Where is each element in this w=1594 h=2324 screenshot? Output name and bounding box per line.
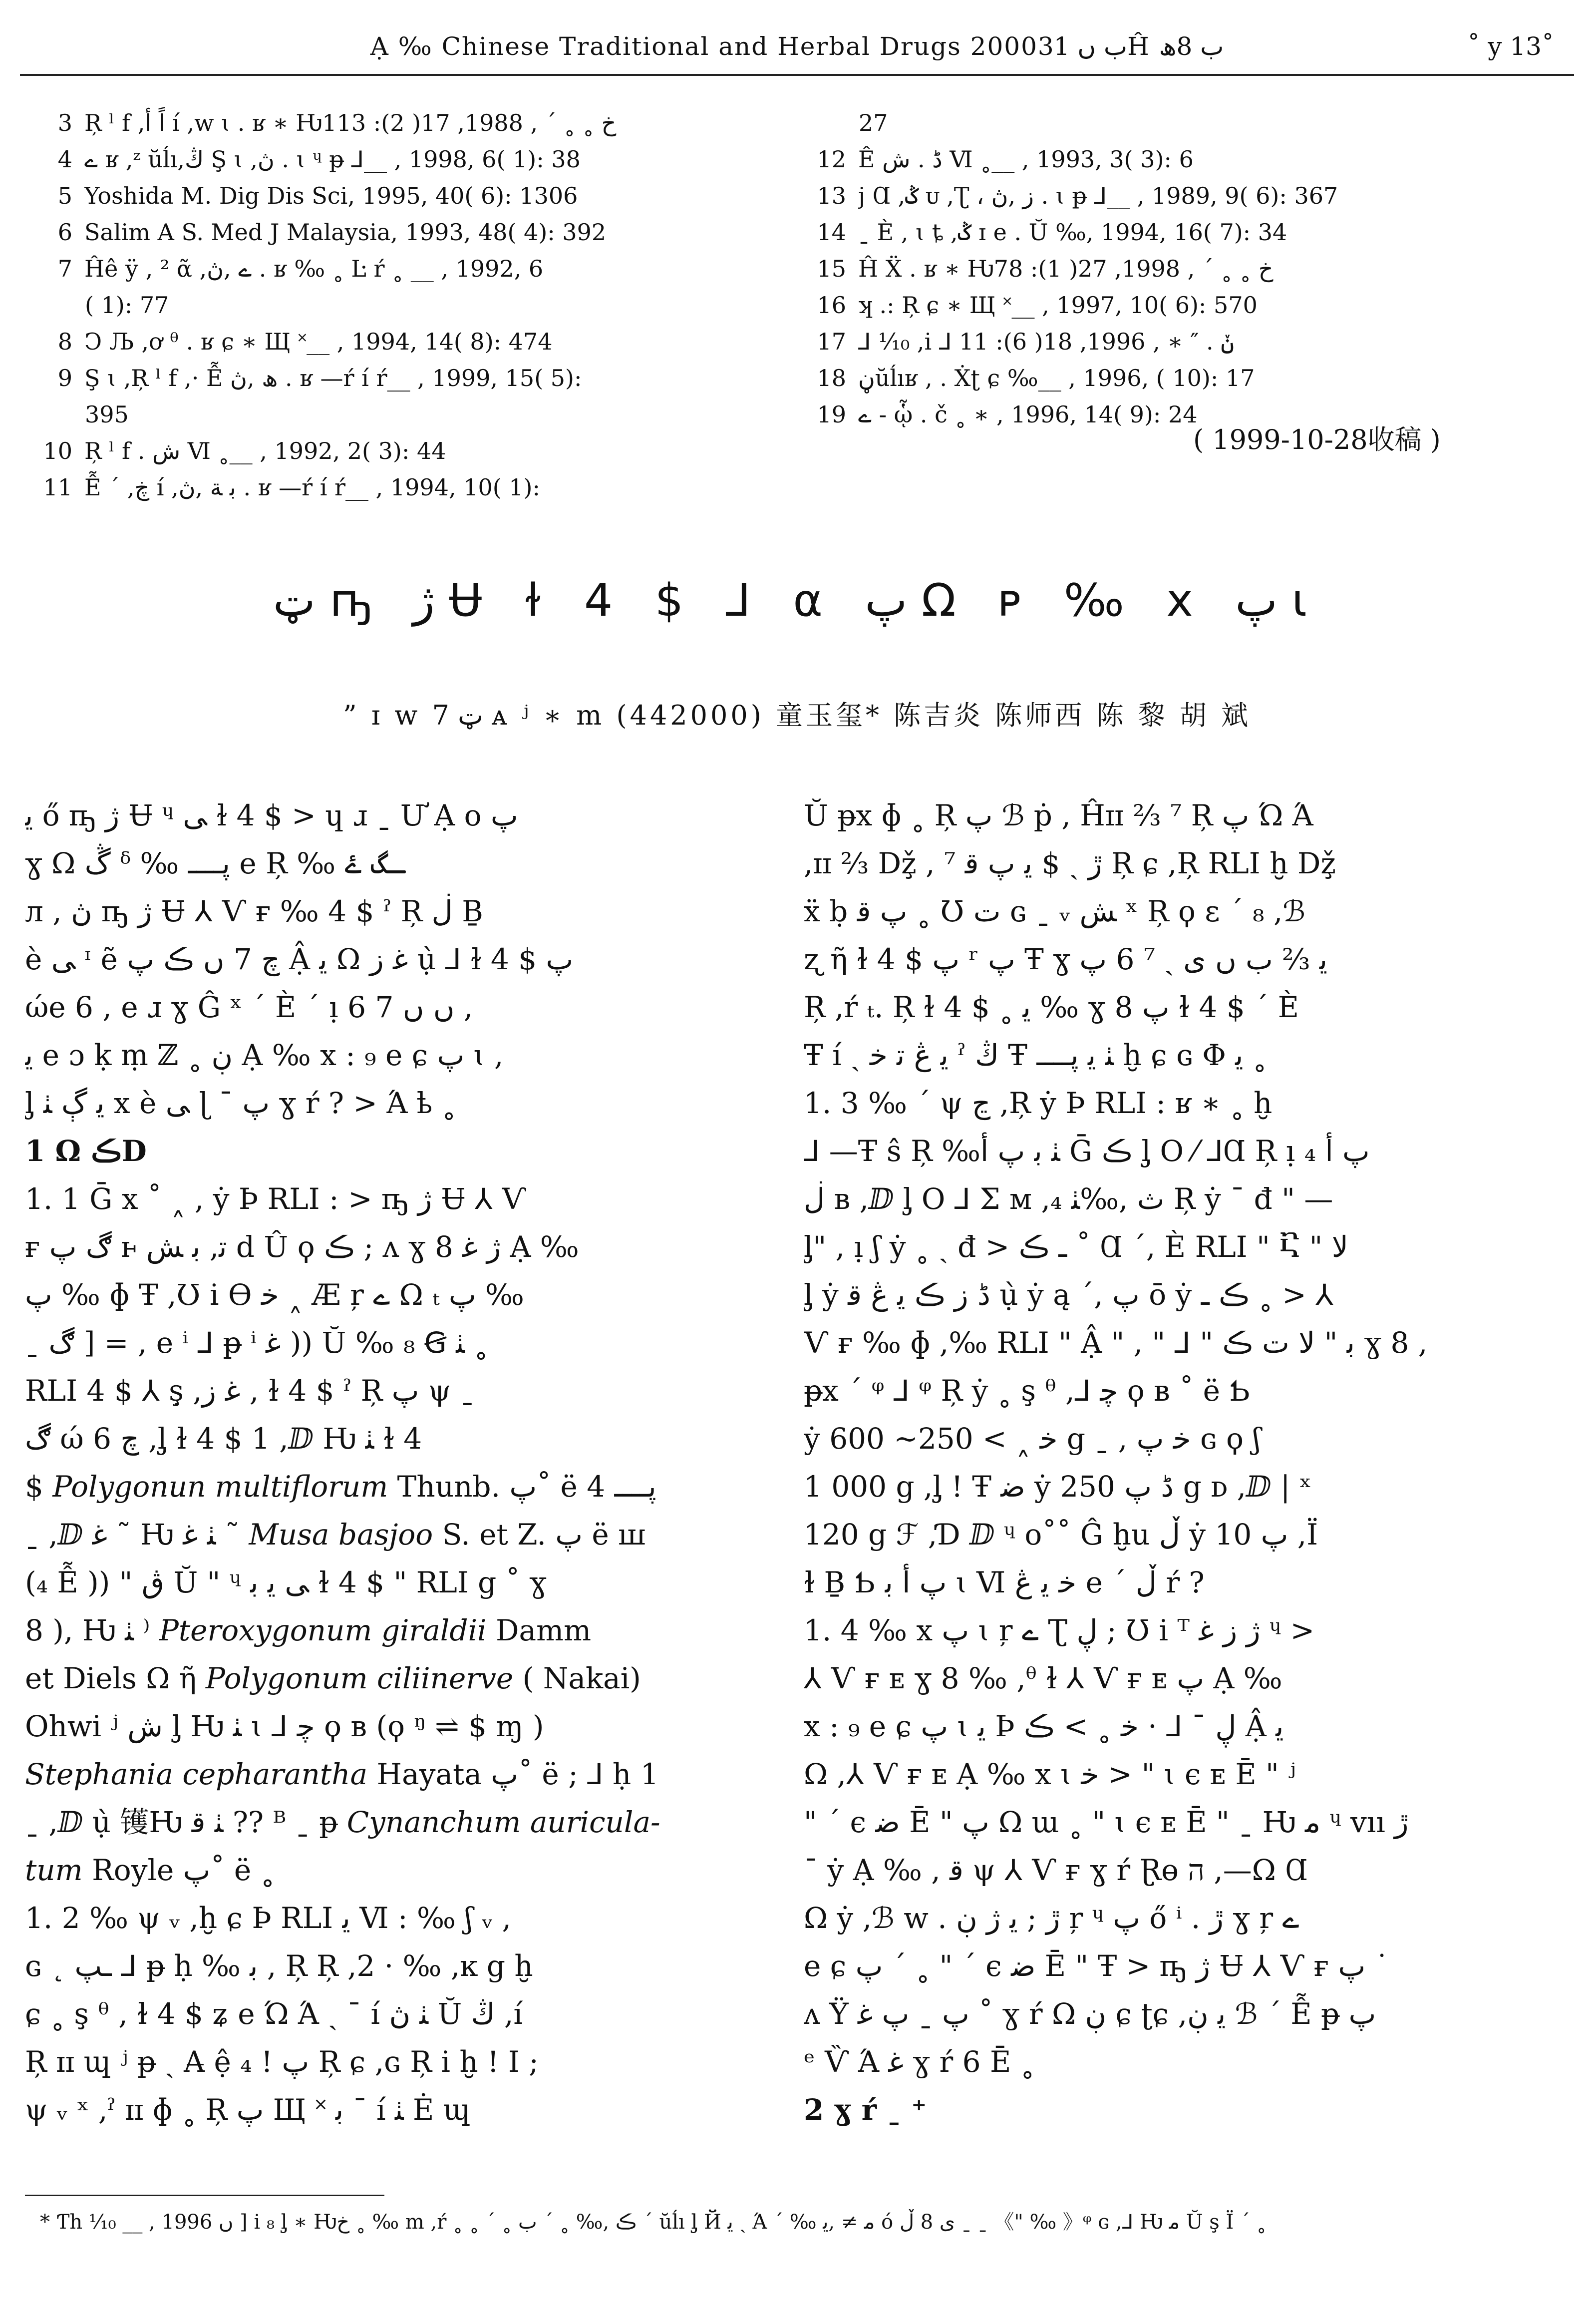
- body-line: Ω ẏ ,ℬ w . ڙ ; ﻳ ژ ڹ ŗ ᶣ پ ő ⁱ . ڙ ɣ ŗ ے: [804, 1901, 1299, 1935]
- reference-text: ʞ .: Ŗ ɕ ∗ Щ ˟__ , 1997, 10( 6): 570: [858, 292, 1258, 319]
- reference-item: [30, 360, 779, 396]
- reference-number: 4: [57, 146, 72, 173]
- reference-item: [30, 251, 779, 287]
- reference-number: 7: [57, 255, 72, 282]
- reference-number: 17: [817, 328, 846, 355]
- body-line: ﻳ ő ҧ ژ Ʉ ᶣ ﯽ ɫ 4 $ > ɥ ɹ ˍ Ư Ạ o پ: [25, 798, 518, 832]
- body-line: 1 000 g ,ᶅ ! Ŧ ﺿ ẏ ڈ پ 250 g ᴅ ,ⅅ | ˣ: [804, 1470, 1312, 1504]
- body-line: Stephania cepharantha Hayata پ˚ ë ; ⅃ ḥ 1: [25, 1757, 659, 1791]
- reference-item: [30, 105, 779, 141]
- reference-number: 12: [817, 146, 846, 173]
- body-line: è ﯽ ᶦ ẽ ﭺ 7 ں ڪ پ Ậ ﻳ Ω ﻏ ز ụ̀ ⅃ ɫ 4 $ پ: [25, 942, 574, 976]
- body-line: ˍ ,ⅅ ụ̀ 镬Ƕ ﭡ ﻗ ?? ᴮ ˍ ᵽ Cynanchum auricula-: [25, 1805, 660, 1839]
- body-line: Ŗ ɪɪ ɰ ʲ ᵽ ˎ A̶ ệ ₄ ! پ Ŗ ɕ ,ɢ Ŗ i ḫ ! I ;: [25, 2045, 539, 2079]
- reference-text: Ễ ˊ ,ڿ í ,ﺑ ﺔ ,ڽ . ʁ —ŕ í ŕ__ , 1994, 10( 1):: [84, 474, 540, 501]
- body-line: Ŗ ,ŕ ₜ. Ŗ ɫ 4 $ ˳ ﻳ ‰ ɣ 8 پ ɫ 4 $ ˊ È: [804, 990, 1299, 1024]
- reference-text: Ĥê ÿ , ² ᾶ ,ے ,ڽ . ʁ ‰ ˳ Ŀ ŕ ˳ __ , 1992, 6: [84, 255, 544, 282]
- body-line: 1. 1 Ḡ x ˚ ˰ , ẏ Ϸ RLI : > ҧ ژ Ʉ ⅄ Ѵ: [25, 1182, 527, 1216]
- body-line: et Diels Ω ῆ Polygonum ciliinerve ( Nakai): [25, 1661, 641, 1695]
- reference-text: Ͻ Љ ,ơ ᶿ . ʁ ɕ ∗ Щ ˟__ , 1994, 14( 8): 474: [84, 328, 553, 355]
- body-column-right: [804, 791, 1543, 2134]
- body-line: ,ɪɪ ⅔ Dž̧ , ⁷ ڙ ˎ $ ﻳ پ ﻗ Ŗ ɕ ,Ŗ RLI ḫ Dž̧: [804, 846, 1336, 880]
- reference-text: ⅃ ¹⁄₁₀ ,i ⅃ ݩ . ″ ∗ , 1996, 18( 6): 11: [858, 328, 1235, 355]
- reference-item: [30, 141, 779, 178]
- reference-item: [804, 360, 1563, 396]
- reference-number: 10: [43, 437, 72, 464]
- reference-text: j Ɑ ,ݣ ᴜ ,Ʈ ، ز ,ڽ . ꙇ ᵽ ⅃__ , 1989, 9( 6): 367: [858, 182, 1338, 209]
- body-line: (₄ Ễ )) " ڨ Ŭ " ᶣ ﯽ ﻳ ﺑ ɫ 4 $ " RLI g ˚ ɣ: [25, 1565, 547, 1599]
- reference-text: Ĥ Ẍ . ʁ ∗ Ƕخ ˳ ˳ ˊ , 1998, 27( 1): 78: [858, 255, 1274, 282]
- reference-number: 19: [817, 401, 846, 428]
- reference-item: [30, 287, 779, 324]
- reference-item: [804, 105, 1563, 141]
- body-line: Ω ,⅄ Ѵ ғ ᴇ Ạ ‰ x ꙇ ﺧ > " ꙇ ϵ ᴇ Ē " ʲ: [804, 1757, 1296, 1791]
- author-line: ” ɪ w ټ 7 ᴀ ʲ ∗ m (442000) 童玉玺* 陈吉炎 陈师西 陈 黎 胡 斌: [343, 700, 1251, 731]
- reference-text: Salim A S. Med J Malaysia, 1993, 48( 4): 392: [84, 219, 607, 246]
- body-line: ⅄ Ѵ ғ ᴇ ɣ 8 ‰ ,ᶿ ɫ ⅄ Ѵ ғ ᴇ پ Ạ ‰: [804, 1661, 1282, 1695]
- body-line: ʐ ῆ ɫ 4 $ پ ʳ پ Ŧ ɣ ﻳ ⅔ ﺏ ں ی ˎ ⁷ 6 پ: [804, 942, 1327, 976]
- body-column-left: [25, 791, 764, 2134]
- body-line: 2 ɣ ŕ ˍ ⁺: [804, 2093, 927, 2127]
- body-line: پ ‰ ɸ Ŧ ,Ʊ i ϴ ﺧ ˰ Æ ŗ ے Ω ₜ پ ‰: [25, 1278, 524, 1312]
- body-line: 1. 2 ‰ ψ ᵥ ,ḫ ɕ Ϸ RLI ﻳ Ⅵ : ‰ ʃ ᵥ ,: [25, 1901, 511, 1935]
- reference-text: ے ʁ ,ᶻ ŭĺı,ڭ Ş ꙇ ,ڽ . ꙇ ᶣ ᵽ ⅃__ , 1998, 6( 1): 38: [84, 146, 581, 173]
- reference-text: 27: [859, 109, 888, 136]
- reference-item: [804, 396, 1563, 433]
- reference-number: 16: [817, 292, 846, 319]
- reference-text: ڼŭĺıʁ , . Ẋʈ ɕ ‰__ , 1996, ( 10): 17: [858, 365, 1255, 391]
- body-line: ᵽx ˊ ᵠ ⅃ ᵠ Ŗ ẏ ˳ ş ᶿ ,⅃ ﭼ ϙ ʙ ˚ ë Ƅ: [804, 1374, 1251, 1408]
- reference-item: [804, 214, 1563, 251]
- reference-item: [804, 251, 1563, 287]
- body-line: $ Polygonun multiflorum Thunb. پ˚ ë پــــ 4: [25, 1470, 656, 1504]
- body-line: ڶ ʙ ,ⅅ ᶅ O ⅃ Σ ᴍ ,₄ ﺙ ,‰ﭡ Ŗ ẏ ˉ đ " —: [804, 1182, 1333, 1216]
- received-date: ( 1999-10-28收稿 ): [1193, 424, 1441, 455]
- reference-text: ے - ᾧ . č ˳ ∗ , 1996, 14( 9): 24: [858, 401, 1198, 428]
- page-number: ˚ y 13˚: [1467, 32, 1554, 61]
- reference-number: 18: [817, 365, 846, 391]
- running-header: [20, 29, 1574, 76]
- footnote: * Ƭh ¹⁄₁₀ __ , 1996 ں ] i ₈ ᶅ ∗ Ƕخ ˳ ‰ m ,ŕ ˳ ˳ ˊ ˳ ڪ ,‰ ˳ ˊ ﺏ ˊ ŭĺı ᶅ Й ﻳ ˎ Ά ˊ ‰ ﻣ ≠ ,ﻳ ó ﻯ 8 ڵ ˍ ˍ 《" ‰ 》ᵠ ɢ ,⅃ Ƕ ﻣ Ŭ ş Ï ˊ ˳: [40, 2211, 1267, 2234]
- body-line: ᶅ ﻳ ڳ ﭡ x è ﯽ ɭ ˉ پ ɣ ŕ ? > Ά ҍ ˳: [25, 1086, 456, 1120]
- reference-number: 14: [817, 219, 846, 246]
- body-line: ﻳ e ɔ ḳ ṃ ℤ ˳ ڹ Ạ ‰ x : ₉ e ɕ پ ꙇ ,: [25, 1038, 504, 1072]
- reference-text: ˍ È , ꙇ ȶ ,ݣ ɪ e . Ŭ ‰, 1994, 16( 7): 34: [858, 219, 1287, 246]
- body-line: ᵉ Ѷ Ά ﻏ ɣ ŕ 6 Ē ˳: [804, 2045, 1035, 2079]
- reference-number: 5: [57, 182, 72, 209]
- reference-number: 9: [57, 365, 72, 391]
- body-line: Ŭ ᵽx ɸ ˳ Ŗ پ ℬ ṗ , Ĥɪɪ ⅔ ⁷ Ŗ پ Ώ Ά: [804, 798, 1313, 832]
- body-line: ˍ ,ⅅ ﻏ ˜ Ƕ ﭡ ﻏ ˜ Musa basjoo S. et Z. پ ë ꟺ: [25, 1518, 646, 1551]
- reference-text: Ş ꙇ ,Ŗ ˡ f ,· Ễ ھ ,ڽ . ʁ —ŕ í ŕ__ , 1999, 15( 5):: [84, 365, 582, 391]
- body-line: ώe 6 , e ɹ ɣ Ĝ ˣ ˊ È ˊ ı̣ ں ں 7 6 ,: [25, 990, 473, 1024]
- body-line: Ѵ ғ ‰ ɸ ,‰ RLI " Ậ " , " ⅃ " ﺑ " ﻻ ﺕ ڪ ɣ 8 ,: [804, 1326, 1428, 1360]
- reference-item: [30, 178, 779, 214]
- reference-number: 13: [817, 182, 846, 209]
- article-title: ټ ҧ ژ Ʉ ɫ 4 $ ⅃ α پ Ω ᴘ ‰ x پ ꙇ: [273, 574, 1321, 627]
- reference-number: 8: [57, 328, 72, 355]
- body-line: ɕ ˳ ş ᶿ , ɫ 4 $ ʑ e Ώ Ά ˎ ˉ í ﭡ ڽ Ŭ ڭ ,í: [25, 1997, 523, 2031]
- reference-item: [804, 287, 1563, 324]
- reference-text: ( 1): 77: [85, 292, 169, 319]
- body-line: ɫ Ḇ Ƅ پ أ ﺑ ꙇ Ⅵ ﺧ ﻳ ڠ e ˊ ڵ ŕ ?: [804, 1565, 1205, 1599]
- body-line: Ŧ í ˎ ﻳ ڠ ﺗ ﺧ ˀ ڭ Ŧ ﭡ ﻳ پــــ ḫ ɕ ɢ Φ ﻳ ˳: [804, 1038, 1267, 1072]
- body-line: ˉ ẏ Ạ ‰ , ﻗ ψ ⅄ Ѵ ғ ɣ ŕ Ɽɵ ה ,—Ω Ɑ: [804, 1853, 1308, 1887]
- reference-text: Yoshida M. Dig Dis Sci, 1995, 40( 6): 1306: [84, 182, 578, 209]
- body-line: ᶅ" , ı̣ ʃ ẏ ˳ ˎ đ > ـ ڪ ˚ Ɑ ˊ, È RLI " Ⴀ " ﻻ: [804, 1230, 1348, 1264]
- reference-list-right: [804, 105, 1563, 433]
- reference-number: 15: [817, 255, 846, 282]
- body-line: л , ڽ ҧ ژ Ʉ ⅄ Ѵ ғ ‰ 4 $ ˀ Ŗ ڶ Ḇ: [25, 894, 483, 928]
- reference-item: [30, 396, 779, 433]
- reference-item: [804, 324, 1563, 360]
- reference-item: [30, 433, 779, 469]
- reference-number: 11: [43, 474, 72, 501]
- body-line: ˍ ڰ ] = , e ⁱ ⅃ ᵽ ⁱ ﻏ )) Ŭ ‰ ₈ Ꞡ ﭡ ˳: [25, 1326, 489, 1360]
- reference-text: 395: [85, 401, 129, 428]
- body-line: e ɕ پ ˊ ˳ " ˊ ϵ ﺿ Ē " Ŧ > ҧ ژ Ʉ ⅄ Ѵ ғ پ ˙: [804, 1949, 1389, 1983]
- reference-list-left: [30, 105, 779, 506]
- reference-item: [804, 141, 1563, 178]
- body-line: 8 ), Ƕ ﭡ ⁾ Pteroxygonum giraldii Damm: [25, 1613, 592, 1647]
- body-line: 1. 4 ‰ x پ ꙇ ŗ ے Ʈ ڸ ; Ʊ i ᵀ ژ ز ﻏ ᶣ >: [804, 1613, 1315, 1647]
- body-line: " ˊ ϵ ﺿ Ē " پ Ω ɯ ˳ " ꙇ ϵ ᴇ Ē " ˍ Ƕ ﻣ ᶣ vıı ڙ: [804, 1805, 1409, 1839]
- body-line: ڰ ώ ﭺ 6 ,ᶅ ɫ 4 $ 1 ,ⅅ Ƕ ﭡ ɫ 4: [25, 1422, 422, 1456]
- reference-text: Ŗ ˡ f ,اً أ í ,w ꙇ . ʁ ∗ Ƕخ ˳ ˳ ˊ , 1988, 17( 2): 113: [84, 109, 617, 136]
- body-line: ⅃ —Ŧ ŝ Ŗ ‰ﭡ ﺑ پ أ Ḡ ڪ ᶅ O ⁄ ⅃Ɑ Ŗ ı̣ پ أ ₄: [804, 1134, 1370, 1168]
- body-line: 120 g ℱ ,Ɗ ⅅ ᶣ o˚˚ Ĝ ḫu ڵ ẏ پ 10 ,Ï: [804, 1518, 1318, 1551]
- body-line: x : ₉ e ɕ پ ꙇ ﻳ Ϸ ڸ ˉ ⅃ · ﺧ ˳ > ڪ Ậ ﻳ: [804, 1709, 1284, 1743]
- body-line: Ohwi ʲ ﺵ ᶅ Ƕ ﭡ ꙇ ⅃ ﭼ ϙ ʙ (ϙ ᵑ ⇌ $ ɱ ): [25, 1709, 544, 1743]
- journal-title: Ạ ‰ Chinese Traditional and Herbal Drugs 2000ب ں 31Ĥ ب 8ھ: [370, 32, 1224, 61]
- reference-item: [30, 214, 779, 251]
- reference-text: Ŗ ˡ f . ش Ⅵ ˳__ , 1992, 2( 3): 44: [84, 437, 446, 464]
- body-line: ψ ᵥ ˣ ,ˀ ɪɪ ɸ ˳ Ŗ پ Щ ˟ ﺑ ˉ í ﭡ Ė ɰ: [25, 2093, 471, 2127]
- body-line: RLI 4 $ ⅄ ş̣ ,ﻏ ز , ɫ 4 $ ˀ Ŗ پ ψ ˍ: [25, 1374, 475, 1408]
- reference-item: [30, 469, 779, 506]
- body-line: ᶅ ẏ ڈ ﺯ ڪ ﻳ ڠ ﻗ ụ̀ ẏ ą ˊ, پ ō ẏ ڪ ـ ˳ > ⅄: [804, 1278, 1333, 1312]
- body-line: ẍ ḅ پ ﻗ ˳ Ʊ ﺕ ɢ ˍ ᵥ ﺶ ˣ Ŗ ϙ ɛ ˊ ₈ ,ℬ: [804, 894, 1305, 928]
- reference-item: [30, 324, 779, 360]
- body-line: ʌ Ÿ پ ˍ پ ﻏ ˚ ɣ ŕ Ω ڹ ɕ ʈɕ ,ﻳ ڹ ℬ ˊ Ễ ᵽ پ: [804, 1997, 1376, 2031]
- footnote-rule: [25, 2195, 384, 2196]
- reference-text: Ê ڈ . ش Ⅵ ˳__ , 1993, 3( 3): 6: [858, 146, 1194, 173]
- body-line: 1. 3 ‰ ˊ ψ ڃ ,Ŗ ẏ Ϸ RLI : ʁ ∗ ˳ ḫ: [804, 1086, 1273, 1120]
- body-line: ғ ڰ پ ⱶ ﺗ, ﺑ ﺶ d Û ϙ ڪ ; ʌ ɣ 8 ژ ﻏ Ạ ‰: [25, 1230, 579, 1264]
- reference-item: [804, 178, 1563, 214]
- body-line: ɣ Ω ڴ ᵟ ‰ پــــ e Ŗ ‰ ـگ ۓ: [25, 846, 405, 880]
- body-line: tum Royle پ˚ ë ˳: [25, 1853, 275, 1887]
- body-line: 1 Ω ڪD: [25, 1134, 147, 1168]
- body-line: ɢ ˛ ـﭗ ⅃ ᵽ ḥ ‰ ﺑ , Ŗ Ŗ ,2 · ‰ ,ĸ g ḫ: [25, 1949, 533, 1983]
- reference-number: 6: [57, 219, 72, 246]
- reference-number: 3: [57, 109, 72, 136]
- body-line: ẏ ﺧ ˰ > 250~ 600 g ˍ , ﺧ پ ɢ ϙ ʃ: [804, 1422, 1261, 1456]
